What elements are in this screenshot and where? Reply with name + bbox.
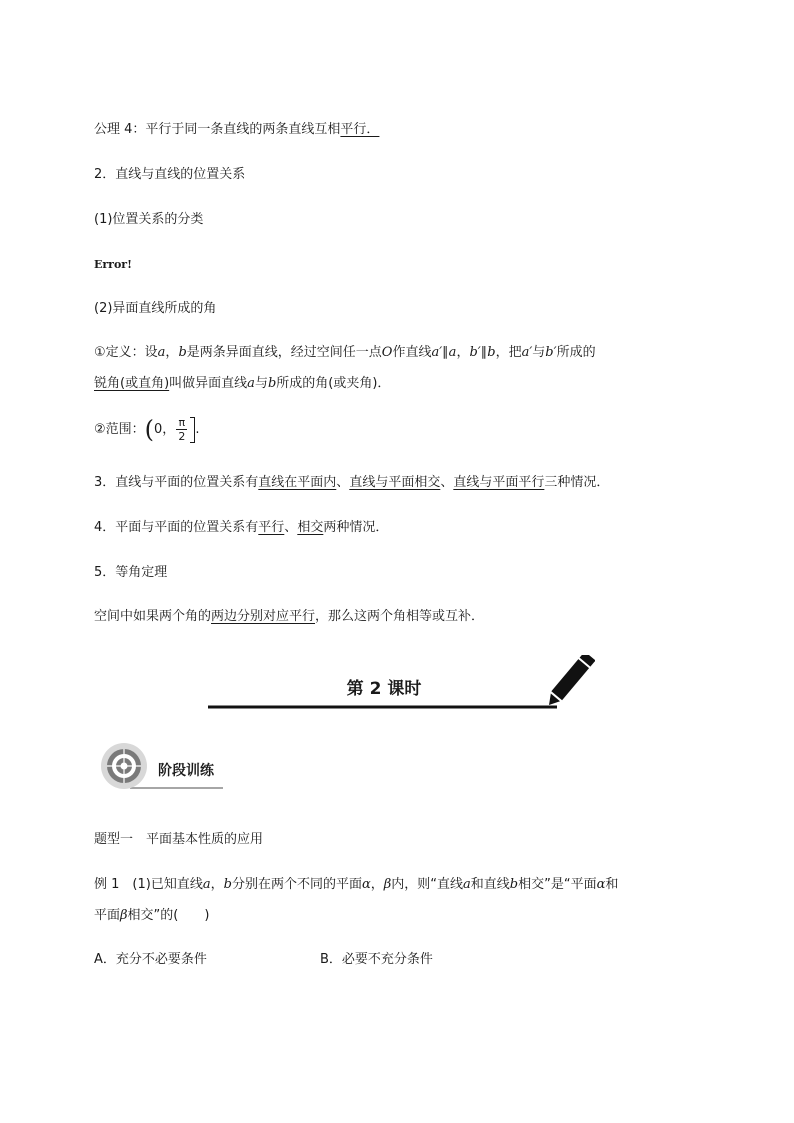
range-line: ②范围：(0， $\frac{\pi}{2}$ . xyxy=(94,415,200,444)
pi-over-2-fraction: $\frac{\pi}{2}$ xyxy=(178,416,186,443)
equal-angle-theorem: 空间中如果两个角的两边分别对应平行，那么这两个角相等或互补． xyxy=(94,609,485,624)
question-type-1: 题型一 平面基本性质的应用 xyxy=(94,832,264,847)
item-4: 4．平面与平面的位置关系有平行、相交两种情况． xyxy=(94,520,389,535)
section-title: 阶段训练 xyxy=(158,763,214,779)
lesson-title: 第 2 课时 xyxy=(346,679,422,699)
item-3: 3．直线与平面的位置关系有直线在平面内、直线与平面相交、直线与平面平行三种情况． xyxy=(94,475,610,490)
definition-line-2: 锐角(或直角)叫做异面直线a与b所成的角(或夹角)． xyxy=(94,376,391,391)
error-text: Error! xyxy=(94,258,132,271)
definition-line-1: ①定义：设a，b是两条异面直线，经过空间任一点O作直线a′∥a，b′∥b，把a′与b′所成的 xyxy=(94,345,596,360)
item-5-heading: 5．等角定理 xyxy=(94,565,168,580)
option-b: B．必要不充分条件 xyxy=(320,952,433,967)
target-icon xyxy=(101,743,147,789)
example-1-line-1: 例 1 (1)已知直线a，b分别在两个不同的平面α，β内，则“直线a和直线b相交”是“平面α和 xyxy=(94,877,619,892)
item-2-1: (1)位置关系的分类 xyxy=(94,212,204,227)
item-2-2: (2)异面直线所成的角 xyxy=(94,301,217,316)
pencil-icon xyxy=(544,655,595,709)
item-2-heading: 2．直线与直线的位置关系 xyxy=(94,167,246,182)
axiom-4: 公理 4：平行于同一条直线的两条直线互相平行． xyxy=(94,122,380,137)
option-a: A．充分不必要条件 xyxy=(94,952,207,967)
lesson-banner-decoration xyxy=(205,655,595,715)
example-1-line-2: 平面β相交”的( ) xyxy=(94,908,210,923)
